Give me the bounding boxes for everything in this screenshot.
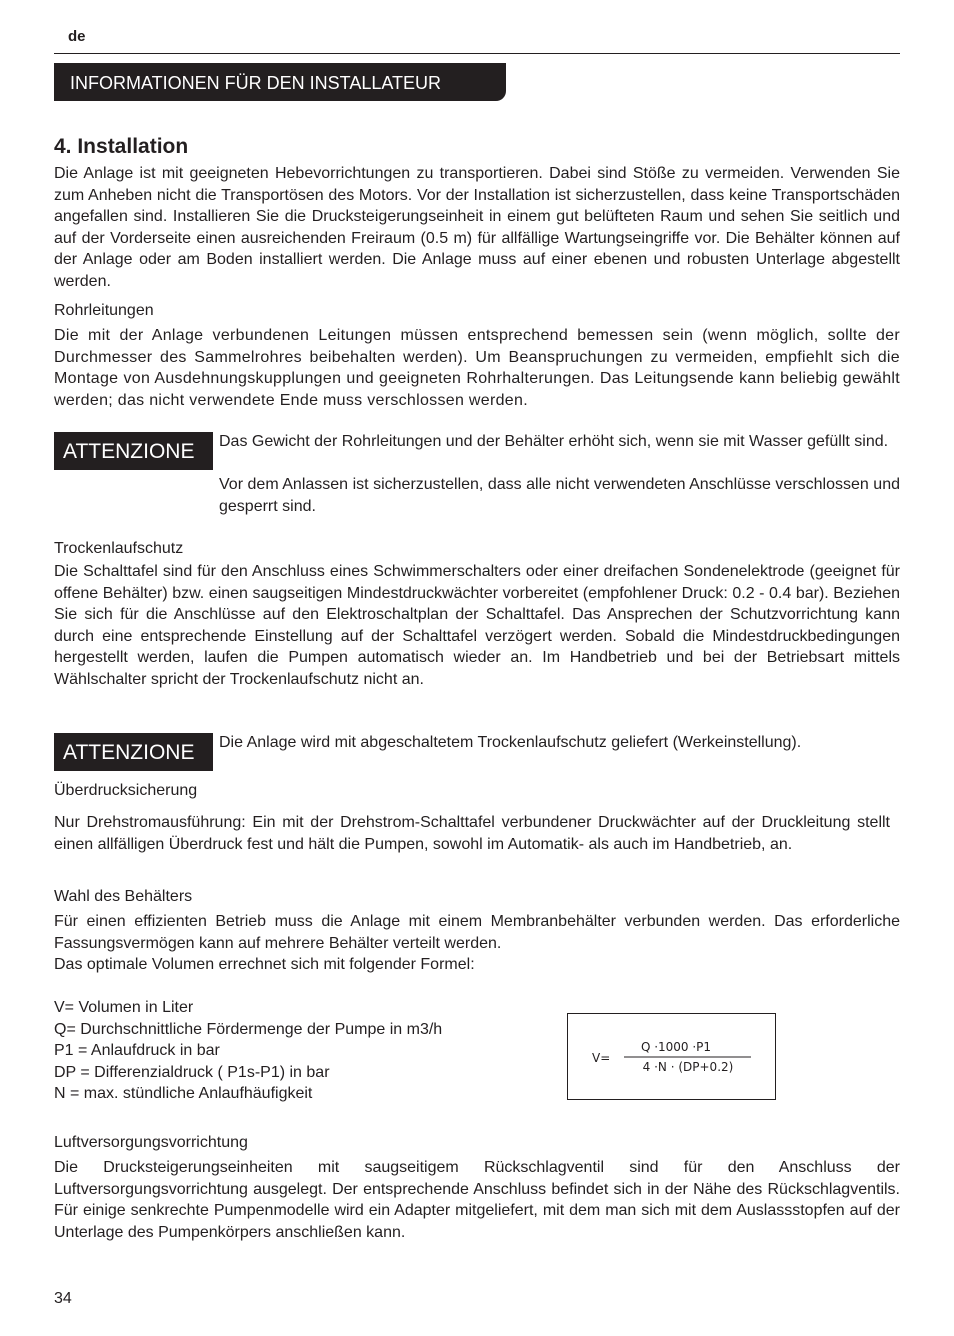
section-heading: 4. Installation (54, 135, 189, 158)
formula-definition: P1 = Anlaufdruck in bar (54, 1042, 220, 1060)
ueberdruck-paragraph (54, 812, 890, 855)
trockenlaufschutz-heading: Trockenlaufschutz (54, 540, 184, 557)
formula-definition: DP = Differenzialdruck ( P1s-P1) in bar (54, 1063, 330, 1081)
luftversorgung-paragraph: Die Drucksteigerungseinheiten mit saugseitigem Rückschlagventil sind für den Anschluss der Luftversorgungsvorrichtung ausgelegt. Der entsprechende Anschluss befindet sich in der Nähe des Rückschlagventils. Für einige senkrechte Pumpenmodelle wird ein Adapter mitgeliefert, mit dem man sich mit dem Auslassstopfen auf der Unterlage des Pumpenkörpers anschließen kann. (54, 1159, 900, 1241)
attention-badge-1: ATTENZIONE (54, 432, 213, 470)
trockenlaufschutz-paragraph: Die Schalttafel sind für den Anschluss eines Schwimmerschalters oder einer dreifachen Sondenelektrode (geeignet für offene Behälter) bzw. einen saugseitigen Mindestdruckwächter vorbereitet (empfohlener Druck: 0.2 - 0.4 bar). Beziehen Sie sich für die Anschlüsse auf den Elektroschaltplan der Schalttafel. Das Ansprechen der Schutzvorrichtung kann durch eine entsprechende Einstellung auf der Schalttafel verzögert werden. Sobald die Mindestdruckbedingungen hergestellt werden, laufen die Pumpen automatisch wieder an. Im Handbetrieb und bei der Betriebsart mittels Wählschalter spricht der Trockenlaufschutz nicht an. (54, 563, 900, 688)
page-number: 34 (54, 1290, 72, 1307)
luftversorgung-heading: Luftversorgungsvorrichtung (54, 1134, 248, 1151)
attention-badge-2: ATTENZIONE (54, 733, 213, 771)
formula-definition: V= Volumen in Liter (54, 999, 194, 1016)
intro-paragraph: Die Anlage ist mit geeigneten Hebevorrichtungen zu transportieren. Dabei sind Stöße zu vermeiden. Verwenden Sie zum Anheben nicht die Transportösen des Motors. Vor der Installation ist sicherzustellen, dass keine Transportschäden angefallen sind. Installieren Sie die Drucksteigerungseinheit in einem gut belüfteten Raum und sehen Sie seitlich und auf der Vorderseite einen ausreichenden Freiraum (0.5 m) für allfällige Wartungseingriffe vor. Die Behälter können auf der Anlage oder am Boden installiert werden. Die Anlage muss auf einer ebenen und robusten Unterlage abgestellt werden. (54, 165, 900, 290)
formula-box (567, 1013, 776, 1100)
rohrleitungen-paragraph: Die mit der Anlage verbundenen Leitungen müssen entsprechend bemessen sein (wenn möglich, sollte der Durchmesser des Sammelrohres beibehalten werden). Um Beanspruchungen zu vermeiden, empfiehlt sich die Montage von Ausdehnungskupplungen und geeigneten Rohrhalterungen. Das Leitungsende kann beliebig gewählt werden; das nicht verwendete Ende muss verschlossen werden. (54, 327, 900, 409)
wahl-heading: Wahl des Behälters (54, 888, 193, 905)
wahl-paragraph: Für einen effizienten Betrieb muss die Anlage mit einem Membranbehälter verbunden werden. Das erforderliche Fassungsvermögen kann auf mehrere Behälter verteilt werden. (54, 913, 900, 952)
formula-numerator: Q ·1000 ·P1 (640, 1040, 712, 1054)
ueberdruck-text: Ein mit der Drehstrom-Schalttafel verbundener Druckwächter auf der Druckleitung stellt einen allfälligen Überdruck fest und hält die Pumpen, sowohl im Automatik- als auch im Handbetrieb, an. (54, 814, 890, 853)
ueberdruck-lead: Nur Drehstromausführung: (54, 814, 246, 831)
formula-definition: N = max. stündliche Anlaufhäufigkeit (54, 1085, 313, 1103)
rohrleitungen-heading: Rohrleitungen (54, 302, 154, 319)
section-banner: INFORMATIONEN FÜR DEN INSTALLATEUR (54, 63, 506, 101)
warning-1-line-1: Das Gewicht der Rohrleitungen und der Behälter erhöht sich, wenn sie mit Wasser gefüllt sind. (219, 433, 889, 450)
formula-lhs: V= (592, 1051, 611, 1065)
header-rule (54, 53, 900, 54)
language-code: de (68, 28, 86, 45)
formula-denominator: 4 ·N · (DP+0.2) (642, 1060, 734, 1074)
wahl-formula-intro: Das optimale Volumen errechnet sich mit folgender Formel: (54, 956, 475, 973)
warning-1-line-2: Vor dem Anlassen ist sicherzustellen, dass alle nicht verwendeten Anschlüsse verschlossen und gesperrt sind. (219, 476, 900, 515)
volume-formula (568, 1014, 775, 1099)
ueberdruck-heading: Überdrucksicherung (54, 782, 198, 799)
formula-definition: Q= Durchschnittliche Fördermenge der Pumpe in m3/h (54, 1020, 443, 1038)
warning-2-text: Die Anlage wird mit abgeschaltetem Trockenlaufschutz geliefert (Werkeinstellung). (219, 734, 802, 751)
